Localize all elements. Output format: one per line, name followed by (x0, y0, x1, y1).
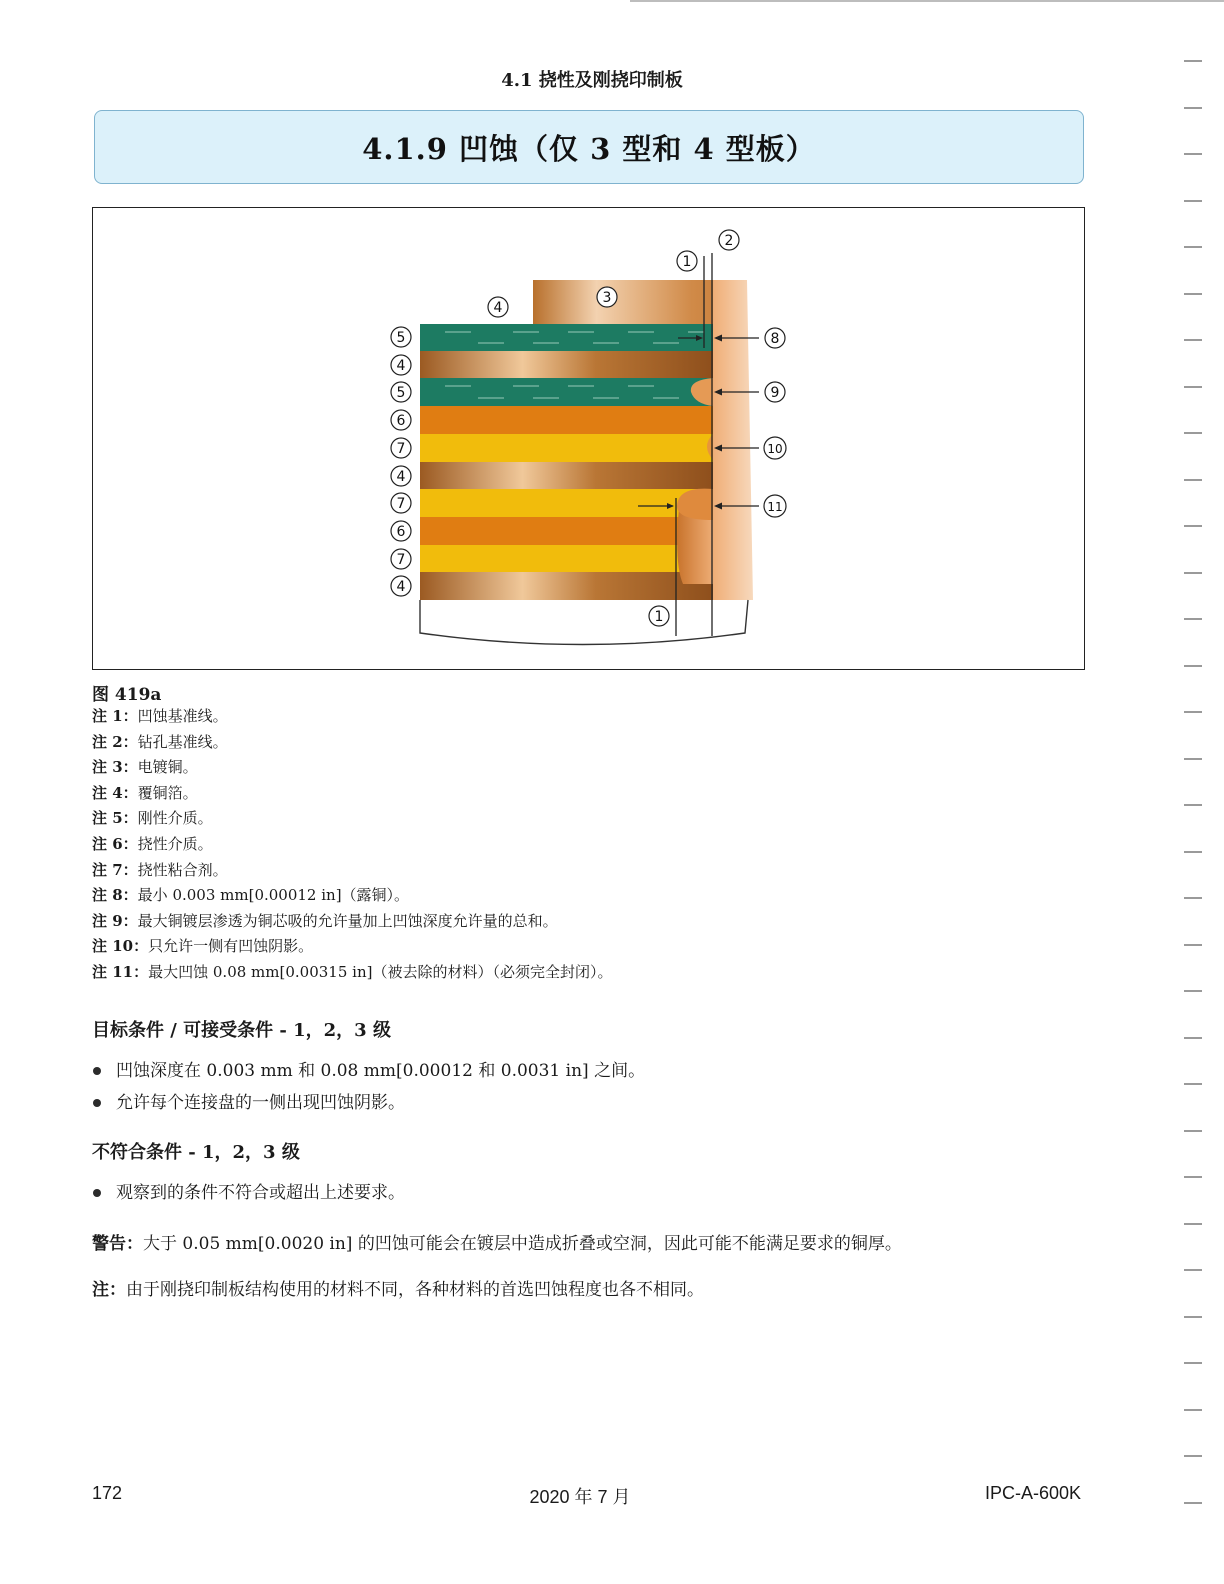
svg-text:7: 7 (396, 552, 406, 568)
note-text: 由于刚挠印制板结构使用的材料不同，各种材料的首选凹蚀程度也各不相同。 (126, 1280, 704, 1300)
svg-text:4: 4 (396, 469, 406, 485)
callout-6 (391, 521, 411, 541)
binding-mark (1184, 1176, 1202, 1178)
target-condition-heading: 目标条件 / 可接受条件 - 1，2，3 级 (92, 1020, 391, 1041)
binding-mark (1184, 758, 1202, 760)
svg-text:7: 7 (396, 496, 406, 512)
svg-text:4: 4 (493, 300, 503, 316)
copper-foil-layer (420, 462, 713, 489)
note-paragraph (92, 1275, 704, 1300)
note-text: 钻孔基准线。 (137, 732, 228, 751)
flex-adhesive-layer (420, 434, 713, 462)
callout-4 (391, 576, 411, 596)
note-label: 注 1： (92, 707, 138, 725)
note-text: 最小 0.003 mm[0.00012 in]（露铜）。 (137, 886, 410, 905)
flex-adhesive-layer (420, 489, 713, 517)
note-label: 注 10： (92, 937, 149, 956)
list-item: 观察到的条件不符合或超出上述要求。 (92, 1177, 405, 1209)
binding-mark (1184, 1362, 1202, 1364)
callout-9 (765, 382, 785, 402)
callout-3 (597, 287, 617, 307)
note-label: 注 9： (92, 911, 138, 930)
figure-caption: 图 419a (92, 685, 162, 705)
rigid-dielectric-layer (420, 378, 713, 406)
svg-text:10: 10 (767, 442, 783, 456)
callout-7 (391, 438, 411, 458)
flex-adhesive-layer (420, 545, 713, 572)
callout-1 (677, 251, 697, 271)
note-text: 刚性介质。 (137, 809, 213, 828)
title-banner (94, 110, 1084, 184)
note-text: 凹蚀基准线。 (137, 707, 228, 725)
warning-text: 大于 0.05 mm[0.0020 in] 的凹蚀可能会在镀层中造成折叠或空洞，因此可能不能满足要求的铜厚。 (143, 1234, 902, 1254)
note-label: 注 7： (92, 860, 138, 879)
svg-text:5: 5 (396, 330, 406, 346)
binding-mark (1184, 107, 1202, 109)
binding-edge-marks (1176, 40, 1206, 1560)
rigid-dielectric-layer (420, 324, 713, 351)
etchback-cross-section-diagram (93, 208, 1086, 671)
binding-mark (1184, 1130, 1202, 1132)
top-rule (630, 0, 1224, 2)
warning-paragraph (92, 1229, 902, 1254)
binding-mark (1184, 339, 1202, 341)
note-item (92, 704, 1092, 730)
board-bottom-outline (420, 600, 748, 645)
note-item (92, 934, 1092, 960)
callout-6 (391, 410, 411, 430)
note-label: 注 2： (92, 732, 138, 751)
note-label: 注 3： (92, 758, 138, 777)
callout-5 (391, 382, 411, 402)
note-item (92, 755, 1092, 781)
callout-2 (719, 230, 739, 250)
binding-mark (1184, 1455, 1202, 1457)
svg-text:1: 1 (654, 609, 664, 625)
binding-mark (1184, 200, 1202, 202)
binding-mark (1184, 525, 1202, 527)
nonconforming-heading: 不符合条件 - 1，2，3 级 (92, 1142, 300, 1163)
binding-mark (1184, 1269, 1202, 1271)
note-item (92, 883, 1092, 909)
binding-mark (1184, 804, 1202, 806)
copper-foil-layer (420, 572, 713, 600)
callout-5 (391, 327, 411, 347)
svg-text:4: 4 (396, 358, 406, 374)
note-label: 注 4： (92, 783, 138, 802)
note-text: 只允许一侧有凹蚀阴影。 (148, 937, 314, 956)
note-text: 电镀铜。 (137, 758, 198, 777)
binding-mark (1184, 1083, 1202, 1085)
callout-8 (765, 328, 785, 348)
page-number: 172 (92, 1483, 123, 1503)
note-item (92, 730, 1092, 756)
callout-10 (764, 437, 786, 459)
list-item: 允许每个连接盘的一侧出现凹蚀阴影。 (92, 1087, 645, 1119)
binding-mark (1184, 1223, 1202, 1225)
warning-label: 警告： (92, 1234, 143, 1254)
binding-mark (1184, 293, 1202, 295)
note-item (92, 858, 1092, 884)
callout-1 (649, 606, 669, 626)
note-text: 挠性粘合剂。 (137, 860, 228, 879)
note-item (92, 806, 1092, 832)
binding-mark (1184, 1316, 1202, 1318)
target-condition-list (92, 1055, 645, 1119)
binding-mark (1184, 386, 1202, 388)
list-item: 凹蚀深度在 0.003 mm 和 0.08 mm[0.00012 和 0.0031 in] 之间。 (92, 1055, 645, 1087)
svg-text:4: 4 (396, 579, 406, 595)
svg-text:5: 5 (396, 385, 406, 401)
binding-mark (1184, 944, 1202, 946)
note-label: 注 8： (92, 886, 138, 905)
binding-mark (1184, 479, 1202, 481)
copper-foil-layer (420, 351, 713, 378)
svg-text:7: 7 (396, 441, 406, 457)
binding-mark (1184, 60, 1202, 62)
svg-text:2: 2 (724, 233, 734, 249)
note-label: 注 11： (92, 962, 149, 981)
binding-mark (1184, 1409, 1202, 1411)
binding-mark (1184, 711, 1202, 713)
callout-4 (391, 355, 411, 375)
note-text: 最大铜镀层渗透为铜芯吸的允许量加上凹蚀深度允许量的总和。 (137, 911, 558, 930)
binding-mark (1184, 432, 1202, 434)
svg-text:3: 3 (602, 290, 612, 306)
binding-mark (1184, 897, 1202, 899)
callout-7 (391, 493, 411, 513)
footer-doc-id: IPC-A-600K (984, 1483, 1081, 1503)
note-item (92, 960, 1092, 986)
callout-4 (391, 466, 411, 486)
note-text: 挠性介质。 (137, 834, 213, 853)
flex-dielectric-layer (420, 406, 713, 434)
binding-mark (1184, 246, 1202, 248)
callout-7 (391, 549, 411, 569)
binding-mark (1184, 990, 1202, 992)
svg-text:6: 6 (396, 524, 406, 540)
note-label: 注 6： (92, 834, 138, 853)
note-text: 最大凹蚀 0.08 mm[0.00315 in]（被去除的材料）（必须完全封闭）。 (148, 962, 613, 981)
binding-mark (1184, 618, 1202, 620)
binding-mark (1184, 1037, 1202, 1039)
flex-dielectric-layer (420, 517, 713, 545)
note-text: 覆铜箔。 (137, 783, 198, 802)
svg-text:9: 9 (770, 385, 780, 401)
note-item (92, 909, 1092, 935)
binding-mark (1184, 665, 1202, 667)
note-label: 注 5： (92, 809, 138, 828)
svg-text:11: 11 (767, 500, 783, 514)
figure-419a (92, 207, 1085, 670)
note-item (92, 781, 1092, 807)
section-header: 4.1 挠性及刚挠印制板 (501, 70, 683, 91)
footer-date: 2020 年 7 月 (529, 1487, 631, 1507)
note-label: 注： (92, 1280, 126, 1300)
binding-mark (1184, 851, 1202, 853)
callout-4 (488, 297, 508, 317)
svg-text:1: 1 (682, 254, 692, 270)
nonconforming-list (92, 1177, 405, 1209)
note-item (92, 832, 1092, 858)
binding-mark (1184, 1502, 1202, 1504)
svg-text:6: 6 (396, 413, 406, 429)
binding-mark (1184, 572, 1202, 574)
figure-notes (92, 704, 1092, 986)
page-title: 4.1.9 凹蚀（仅 3 型和 4 型板） (362, 131, 816, 166)
svg-text:8: 8 (770, 331, 780, 347)
binding-mark (1184, 153, 1202, 155)
callout-11 (764, 495, 786, 517)
